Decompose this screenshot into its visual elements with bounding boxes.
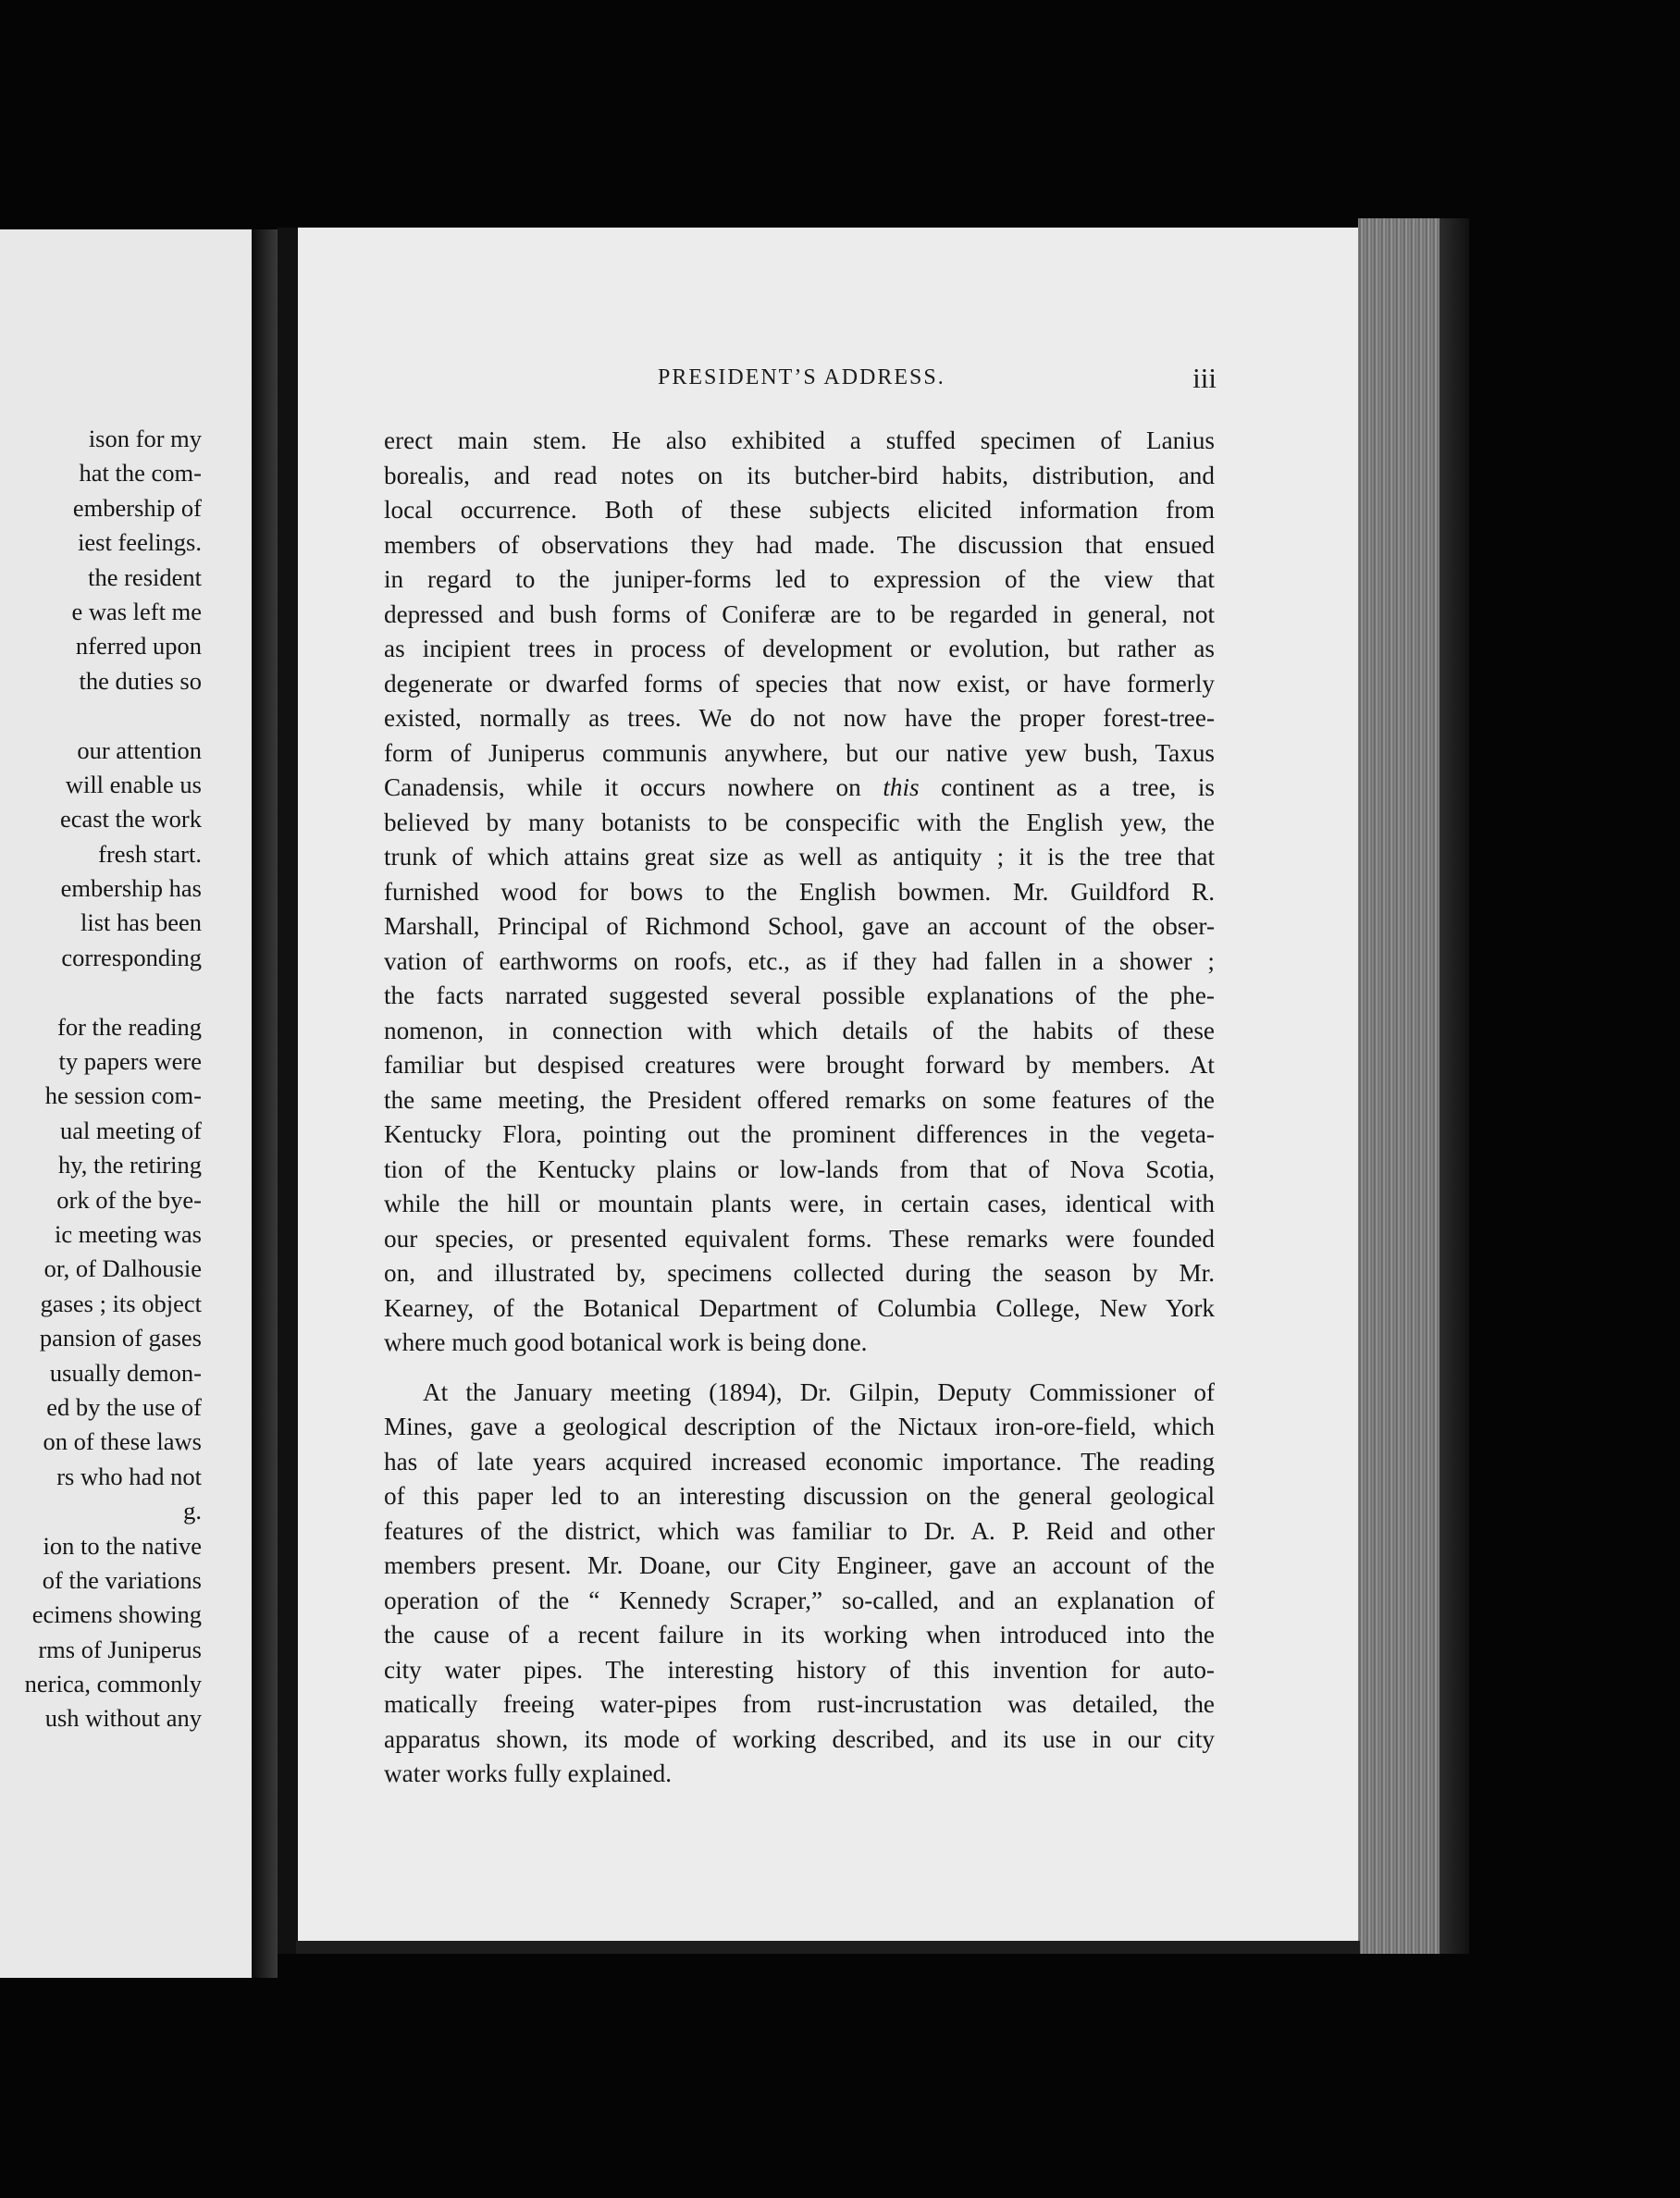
text-line: ush without any <box>44 1704 202 1733</box>
text-line <box>0 975 202 1009</box>
text-line: he session com- <box>44 1081 202 1110</box>
text-line: the facts narrated suggested several possible explanations of the phe- <box>384 982 1215 1009</box>
text-line: believed by many botanists to be conspecific with the English yew, the <box>384 808 1215 836</box>
text-line: furnished wood for bows to the English bowmen. Mr. Guildford R. <box>384 877 1215 906</box>
text-line: gases ; its object <box>40 1289 202 1317</box>
text-line: hat the com- <box>79 459 202 488</box>
text-line: list has been <box>80 908 202 937</box>
text-line: At the January meeting (1894), Dr. Gilpin, Deputy Commissioner of <box>423 1377 1215 1406</box>
text-line: ion to the native <box>43 1531 202 1560</box>
text-line: the resident <box>88 562 202 591</box>
running-head <box>384 362 1217 402</box>
text-line: degenerate or dwarfed forms of species that now exist, or have formerly <box>384 669 1215 698</box>
text-line: usually demon- <box>49 1358 202 1387</box>
text-line: as incipient trees in process of development or evolution, but rather as <box>384 635 1215 662</box>
text-line: ual meeting of <box>59 1116 202 1144</box>
text-line: water works fully explained. <box>384 1760 673 1787</box>
text-line: while the hill or mountain plants were, in certain cases, identical with <box>384 1190 1215 1217</box>
text-line: ecimens showing <box>31 1600 202 1629</box>
text-line: operation of the “ Kennedy Scraper,” so-called, and an explanation of <box>384 1586 1215 1614</box>
text-line: ic meeting was <box>55 1219 202 1248</box>
text-line: nerica, commonly <box>24 1670 202 1698</box>
running-title: PRESIDENT’S ADDRESS. <box>658 365 945 389</box>
text-line <box>0 698 202 733</box>
text-line: iest feelings. <box>78 528 202 557</box>
text-line: members present. Mr. Doane, our City Engineer, gave an account of the <box>384 1551 1215 1579</box>
text-line: Mines, gave a geological description of the Nictaux iron-ore-field, which <box>384 1413 1215 1440</box>
left-page-text <box>0 422 202 1736</box>
text-line: Kearney, of the Botanical Department of Columbia College, New York <box>384 1293 1215 1322</box>
text-line: trunk of which attains great size as well as antiquity ; it is the tree that <box>384 843 1215 871</box>
text-line: familiar but despised creatures were brought forward by members. At <box>384 1051 1215 1079</box>
text-line: g. <box>183 1497 202 1525</box>
page-number: iii <box>1192 362 1217 394</box>
text-line: fresh start. <box>98 839 202 868</box>
text-line: where much good botanical work is being done. <box>384 1328 868 1356</box>
paragraph-gap <box>384 1361 1215 1376</box>
page-bottom-shadow <box>296 1941 1360 1954</box>
paragraph <box>384 424 1215 1361</box>
text-line: existed, normally as trees. We do not now have the proper forest-tree- <box>384 704 1215 732</box>
text-line: for the reading <box>57 1012 202 1041</box>
text-line: on of these laws <box>43 1427 202 1456</box>
text-line: our species, or presented equivalent forms. These remarks were founded <box>384 1224 1215 1253</box>
text-line <box>384 771 1215 806</box>
text-line: nferred upon <box>75 632 202 661</box>
page-edges <box>1358 218 1469 1954</box>
text-line: of the variations <box>42 1565 202 1594</box>
text-line: embership has <box>60 874 202 903</box>
text-line: borealis, and read notes on its butcher-bird habits, distribution, and <box>384 461 1215 489</box>
text-line: in regard to the juniper-forms led to expression of the view that <box>384 565 1215 593</box>
text-line: Kentucky Flora, pointing out the prominent differences in the vegeta- <box>384 1120 1215 1148</box>
text-line: embership of <box>72 493 202 522</box>
text-line: e was left me <box>71 597 202 625</box>
text-segment: Canadensis, while it occurs nowhere on <box>384 773 861 801</box>
text-line: depressed and bush forms of Coniferæ are to be regarded in general, not <box>384 599 1215 628</box>
text-line: has of late years acquired increased economic importance. The reading <box>384 1447 1215 1476</box>
text-line: rs who had not <box>56 1462 202 1490</box>
text-line: erect main stem. He also exhibited a stuffed specimen of Lanius <box>384 426 1215 454</box>
text-line: our attention <box>77 735 202 764</box>
text-line: ed by the use of <box>46 1392 202 1421</box>
text-line: ty papers were <box>58 1047 202 1076</box>
italic-word: this <box>883 773 920 801</box>
text-line: pansion of gases <box>39 1324 202 1352</box>
text-line: ecast the work <box>59 805 202 834</box>
text-line: on, and illustrated by, specimens collected during the season by Mr. <box>384 1259 1215 1287</box>
text-line: the cause of a recent failure in its working when introduced into the <box>384 1621 1215 1648</box>
text-segment: continent as a tree, is <box>941 773 1215 801</box>
paragraph <box>384 1376 1215 1792</box>
text-line: features of the district, which was familiar to Dr. A. P. Reid and other <box>384 1516 1215 1545</box>
text-line: the duties so <box>79 666 202 695</box>
text-line: tion of the Kentucky plains or low-lands from that of Nova Scotia, <box>384 1155 1215 1183</box>
text-line: corresponding <box>61 943 202 971</box>
text-line: city water pipes. The interesting history of this invention for auto- <box>384 1655 1215 1684</box>
text-line: the same meeting, the President offered remarks on some features of the <box>384 1085 1215 1114</box>
left-facing-page <box>0 229 257 1978</box>
body-text <box>384 424 1215 1792</box>
text-line: members of observations they had made. The discussion that ensued <box>384 530 1215 559</box>
text-line: local occurrence. Both of these subjects elicited information from <box>384 496 1215 524</box>
text-line: will enable us <box>65 770 202 798</box>
text-line: rms of Juniperus <box>38 1635 202 1663</box>
text-line: of this paper led to an interesting discussion on the general geological <box>384 1482 1215 1510</box>
text-line: vation of earthworms on roofs, etc., as if they had fallen in a shower ; <box>384 946 1215 975</box>
text-line: hy, the retiring <box>57 1151 202 1179</box>
text-line: Marshall, Principal of Richmond School, gave an account of the obser- <box>384 912 1215 940</box>
text-line: form of Juniperus communis anywhere, but our native yew bush, Taxus <box>384 738 1215 767</box>
text-line: or, of Dalhousie <box>43 1254 202 1283</box>
text-line: ison for my <box>88 425 202 452</box>
text-line: ork of the bye- <box>56 1185 202 1214</box>
text-line: matically freeing water-pipes from rust-incrustation was detailed, the <box>384 1690 1215 1718</box>
book-gutter <box>252 229 278 1978</box>
text-line: nomenon, in connection with which details of the habits of these <box>384 1016 1215 1044</box>
text-line: apparatus shown, its mode of working described, and its use in our city <box>384 1724 1215 1753</box>
